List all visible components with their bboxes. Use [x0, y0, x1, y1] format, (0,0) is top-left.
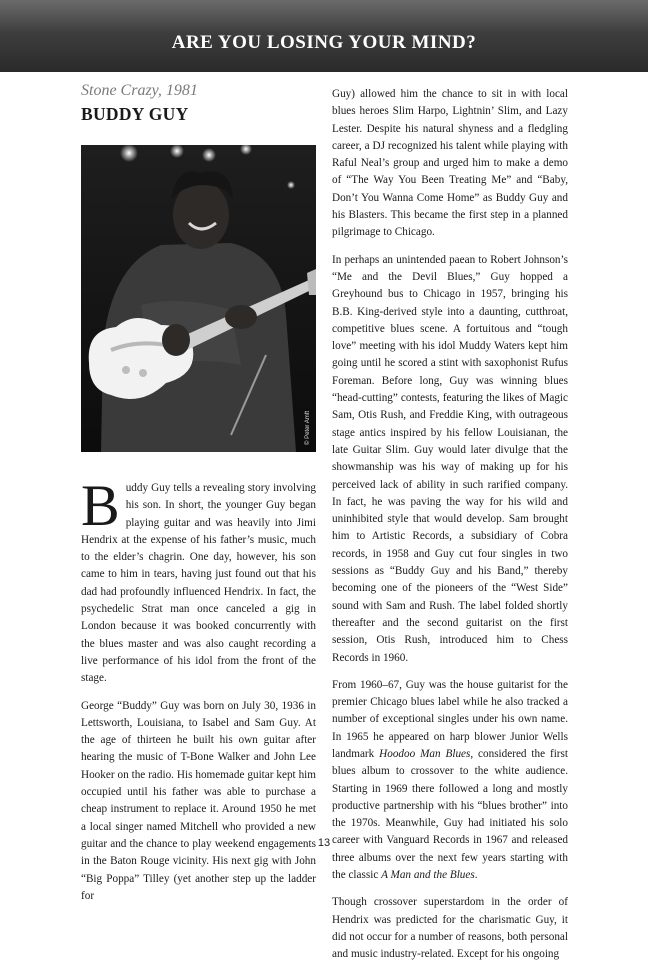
- drop-cap: B: [81, 473, 120, 538]
- paragraph-5: From 1960–67, Guy was the house guitarist for the premier Chicago blues label while he also tracked a number of exceptional singles under his own name. In 1965 he appeared on harp blower Junior Wells landmark Hoodoo Man Blues, considered the first blues album to crossover to the white audience. Starting in 1969 there followed a long and mostly productive partnership with his “blues brother” into the 1970s. Meanwhile, Guy had initiated his solo career with Vanguard Records in 1967 and released three albums over the next few years starting with the classic A Man and the Blues.: [332, 678, 568, 882]
- left-column: [81, 473, 316, 915]
- paragraph-1: [81, 473, 316, 688]
- photo-credit: © Peter Amft: [305, 410, 311, 445]
- paragraph-6: Though crossover superstardom in the order of Hendrix was predicted for the charismatic Guy, it did not occur for a number of reasons, both personal and music industry-related. Except for his ongoing: [332, 896, 568, 961]
- paragraph-4: In perhaps an unintended paean to Robert Johnson’s “Me and the Devil Blues,” Guy hopped a Greyhound bus to Chicago in 1957, bringing his B.B. King-derived style into a daunting, cutthroat, competitive blues scene. A fortuitous and “tough love” meeting with his idol Muddy Waters kept him going until he scored a stint with saxophonist Rufus Foreman. Before long, Guy was winning blues “head-cutting” contests, featuring the likes of Magic Sam, Otis Rush, and Freddie King, with outrageous stage antics inspired by his fellow Louisianan, the late Guitar Slim. Guy would later divulge that the showmanship was his way of making up for his perceived lack of ability in such rarified company. In fact, he was paving the way for his wild and uninhibited style that would develop. Sam brought him to Artistic Records, a subsidiary of Cobra records, in 1958 and Guy cut four singles in two sessions as “Buddy Guy and his Band,” thereby becoming one of the pioneers of the “West Side” sound with Sam and Rush. The label folded shortly thereafter and the second guitarist on the first session, Otis Rush, introduced him to Chess Records in 1960.: [332, 253, 568, 664]
- song-subtitle: Stone Crazy, 1981: [81, 82, 198, 99]
- page-header-title: ARE YOU LOSING YOUR MIND?: [171, 32, 477, 53]
- page-header: [0, 0, 648, 72]
- page-number: 13: [317, 837, 331, 849]
- artist-heading: BUDDY GUY: [81, 104, 189, 124]
- photo-image: [81, 145, 316, 452]
- paragraph-1-text: uddy Guy tells a revealing story involving his son. In short, the younger Guy began playing guitar and was heavily into Jimi Hendrix at the expense of his father’s music, much to the elder’s chagrin. One day, however, his son came to him in tears, having just found out that his dad had profoundly influenced Hendrix. In fact, the psychedelic Strat man once canceled a gig in London because it was booked concurrently with the blues master and was also caught recording a live performance of his idol from the front of the stage.: [81, 482, 316, 685]
- paragraph-3: Guy) allowed him the chance to sit in with local blues heroes Slim Harpo, Lightnin’ Slim, and Lazy Lester. Despite his natural shyness and a fledgling career, a DJ recognized his talent while playing with Raful Neal’s group and urged him to make a demo of “The Way You Been Treating Me” and “Baby, Don’t You Wanna Come Home” as Buddy Guy and his Blasters. This became the first step in a planned pilgrimage to Chicago.: [332, 88, 568, 239]
- paragraph-2: George “Buddy” Guy was born on July 30, 1936 in Lettsworth, Louisiana, to Isabel and Sam Guy. At the age of thirteen he built his own guitar after hearing the music of T-Bone Walker and John Lee Hooker on the radio. His homemade guitar kept him occupied until his father was able to purchase a cheap instrument to replace it. Around 1950 he met a local singer named Mitchell who provided a new guitar and the chance to play weekend engagements in the Baton Rouge vicinity. His next gig with John “Big Poppa” Tilley (yet another step up the ladder for: [81, 699, 316, 902]
- artist-photo: [81, 145, 316, 452]
